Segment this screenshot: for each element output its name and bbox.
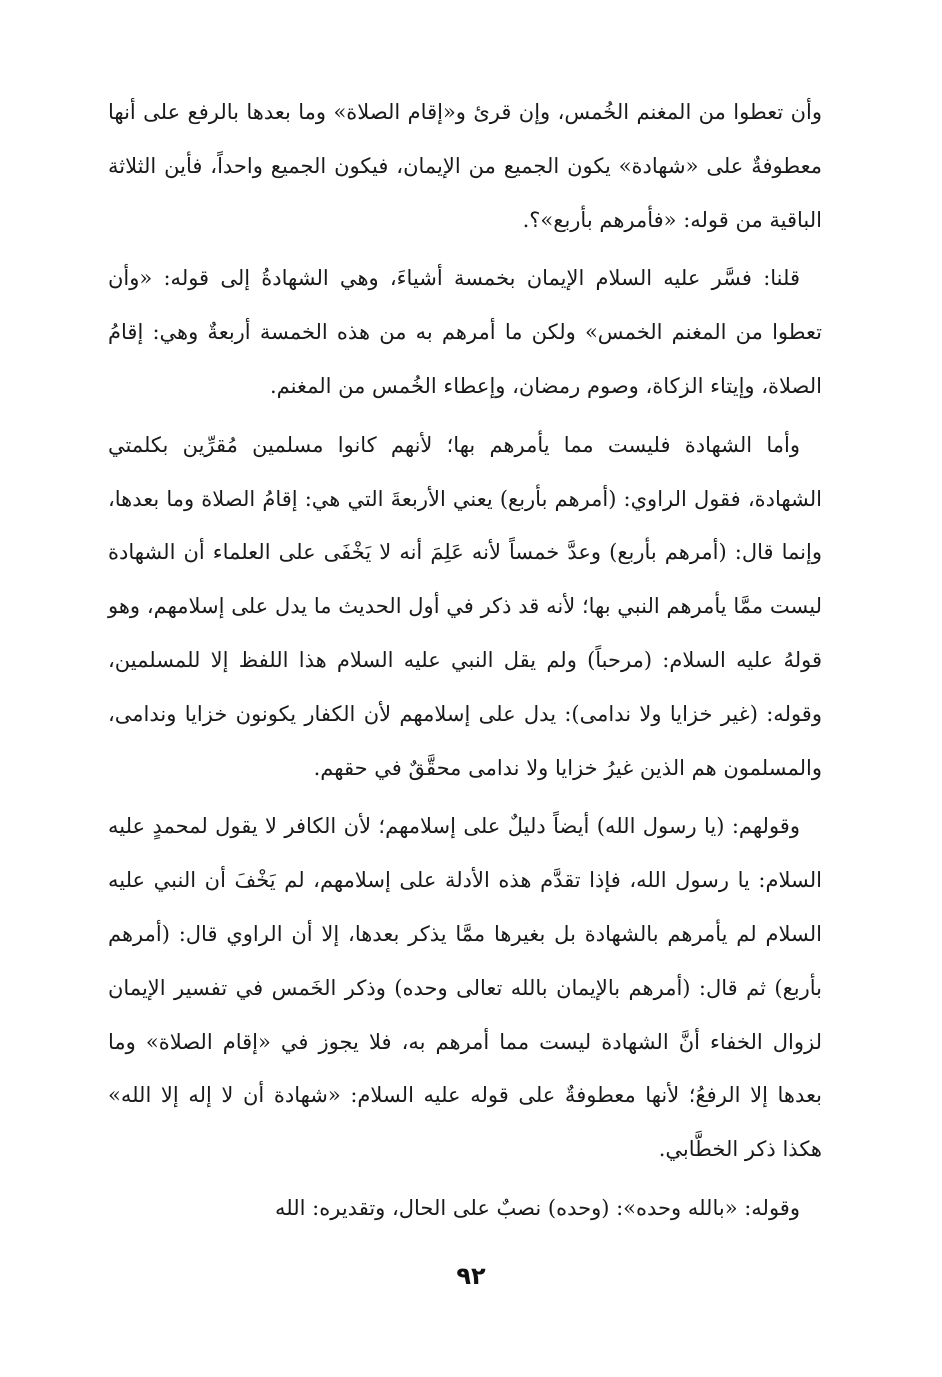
paragraph-4: وقولهم: (يا رسول الله) أيضاً دليلٌ على إسلامهم؛ لأن الكافر لا يقول لمحمدٍ عليه السلام: يا رسول الله، فإذا تقدَّم هذه الأدلة على إسلامهم، لم يَخْفَ أن النبي عليه السلام لم يأمرهم بالشهادة بل بغيرها ممَّا يذكر بعدها، إلا أن الراوي قال: (أمرهم بأربع) ثم قال: (أمرهم بالإيمان بالله تعالى وحده) وذكر الخَمس في تفسير الإيمان لزوال الخفاء أنَّ الشهادة ليست مما أمرهم به، فلا يجوز في «إقام الصلاة» وما بعدها إلا الرفعُ؛ لأنها معطوفةٌ على قوله عليه السلام: «شهادة أن لا إله إلا الله» هكذا ذكر الخطَّابي. [108,814,822,1162]
paragraph-1: وأن تعطوا من المغنم الخُمس، وإن قرئ و«إقام الصلاة» وما بعدها بالرفع على أنها معطوفةٌ على «شهادة» يكون الجميع من الإيمان، فيكون الجميع واحداً، فأين الثلاثة الباقية من قوله: «فأمرهم بأربع»؟. [108,100,822,232]
paragraph-3: وأما الشهادة فليست مما يأمرهم بها؛ لأنهم كانوا مسلمين مُقرِّين بكلمتي الشهادة، فقول الراوي: (أمرهم بأربع) يعني الأربعةَ التي هي: إقامُ الصلاة وما بعدها، وإنما قال: (أمرهم بأربع) وعدَّ خمساً لأنه عَلِمَ أنه لا يَخْفَى على العلماء أن الشهادة ليست ممَّا يأمرهم النبي بها؛ لأنه قد ذكر في أول الحديث ما يدل على إسلامهم، وهو قولهُ عليه السلام: (مرحباً) ولم يقل النبي عليه السلام هذا اللفظ إلا للمسلمين، وقوله: (غير خزايا ولا ندامى): يدل على إسلامهم لأن الكفار يكونون خزايا وندامى، والمسلمون هم الذين غيرُ خزايا ولا ندامى محقَّقٌ في حقهم. [108,432,822,780]
body-text [108,86,822,1236]
page-number: ٩٢ [456,1262,486,1290]
paragraph-5: وقوله: «بالله وحده»: (وحده) نصبٌ على الحال، وتقديره: الله [275,1195,800,1220]
paragraph-2: قلنا: فسَّر عليه السلام الإيمان بخمسة أشياءَ، وهي الشهادةُ إلى قوله: «وأن تعطوا من المغنم الخمس» ولكن ما أمرهم به من هذه الخمسة أربعةٌ وهي: إقامُ الصلاة، وإيتاء الزكاة، وصوم رمضان، وإعطاء الخُمس من المغنم. [108,266,822,398]
